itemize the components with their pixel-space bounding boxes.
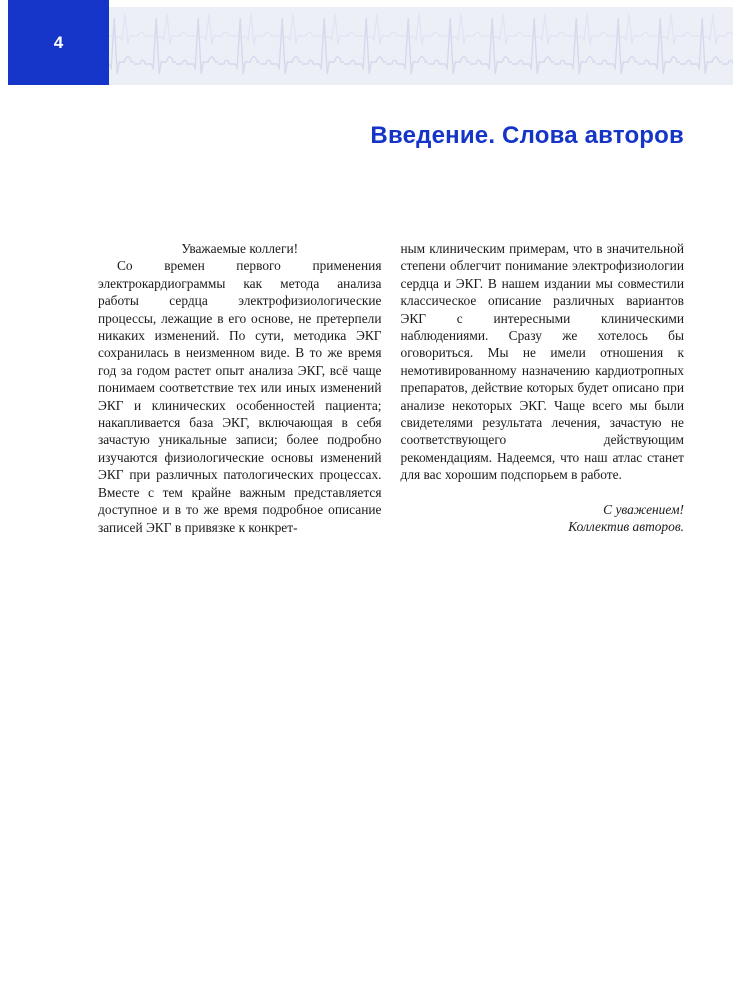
intro-left-column-text: Со времен первого применения электрокардиограммы как метода анализа работы сердца электрофизиологические процессы, лежащие в его основе, не претерпели никаких изменений. По сути, методика ЭКГ сохранилась в неизменном виде. В то же время год за годом растет опыт анализа ЭКГ, всё чаще понимаем соответствие тех или иных изменений ЭКГ и клинических особенностей пациента; накапливается база ЭКГ, включающая в себя зачастую уникальные записи; более подробно изучаются физиологические основы изменений ЭКГ при различных патологических процессах. Вместе с тем крайне важным представляется доступное и в то же время подробное описание записей ЭКГ в привязке к конкрет-	[98, 258, 382, 535]
left-column	[98, 240, 382, 536]
intro-right-column-text: ным клиническим примерам, что в значительной степени облегчит понимание электрофизиологии сердца и ЭКГ. В нашем издании мы совместили классическое описание различных вариантов ЭКГ с интересными клиническими наблюдениями. Сразу же хотелось бы оговориться. Мы не имели отношения к немотивированному назначению кардиотропных препаратов, действие которых будет описано при анализе некоторых ЭКГ. Чаще всего мы были свидетелями результата лечения, зачастую не соответствующего действующим рекомендациям. Надеемся, что наш атлас станет для вас хорошим подспорьем в работе.	[400, 241, 684, 483]
right-column	[401, 240, 685, 536]
page-number: 4	[53, 32, 64, 52]
page-number-badge	[8, 0, 109, 85]
body-columns	[98, 240, 684, 536]
ecg-trace-graphic	[8, 7, 733, 85]
signoff-regards: С уважением!	[603, 501, 684, 517]
signoff-block	[401, 501, 685, 536]
header-strip	[8, 7, 733, 85]
intro-greeting: Уважаемые коллеги!	[181, 241, 299, 256]
page-title: Введение. Слова авторов	[370, 122, 684, 150]
signoff-authors: Коллектив авторов.	[568, 519, 684, 535]
